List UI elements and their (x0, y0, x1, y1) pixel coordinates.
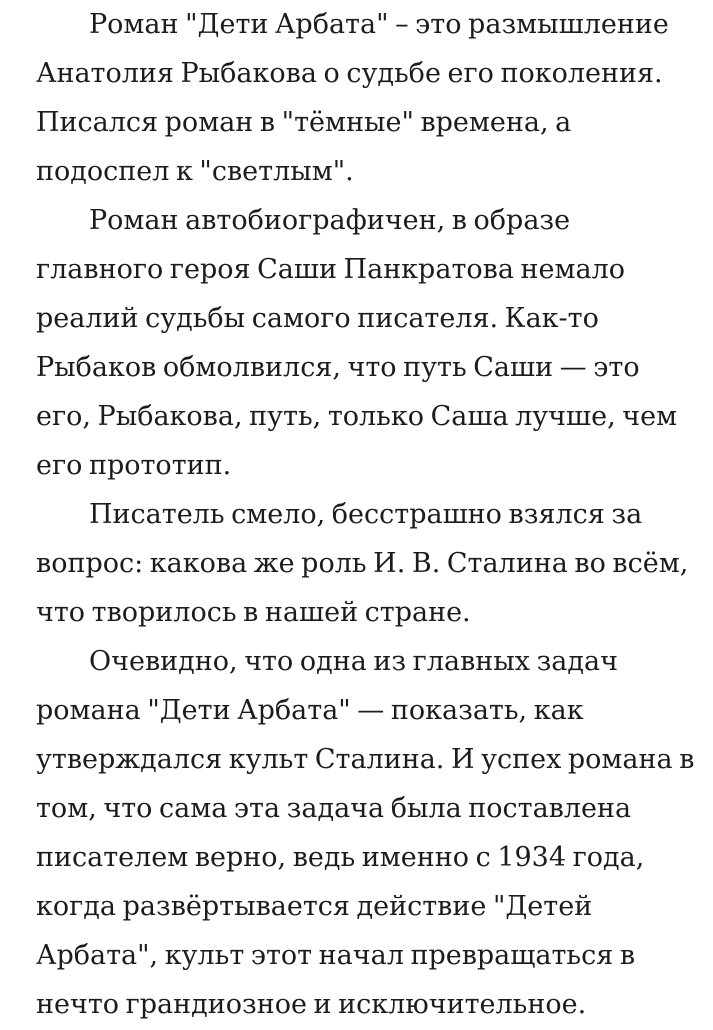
paragraph-3: Писатель смело, бесстрашно взялся за вопрос: какова же роль И. В. Сталина во всём, что творилось в нашей стране. (36, 499, 689, 628)
paragraph-2: Роман автобиографичен, в образе главного героя Саши Панкратова немало реалий судьбы самого писателя. Как-то Рыбаков обмолвился, что путь Саши — это его, Рыбакова, путь, только Саша лучше, чем его прототип. (36, 205, 678, 481)
paragraph-1: Роман "Дети Арбата" – это размышление Анатолия Рыбакова о судьбе его поколения. Писался роман в "тёмные" времена, а подоспел к "светлым". (36, 9, 669, 187)
paragraph-4: Очевидно, что одна из главных задач романа "Дети Арбата" — показать, как утверждался культ Сталина. И успех романа в том, что сама эта задача была поставлена писателем верно, ведь именно с 1934 года, когда развёртывается действие "Детей Арбата", культ этот начал превращаться в нечто грандиозное и исключительное. (36, 646, 695, 1020)
